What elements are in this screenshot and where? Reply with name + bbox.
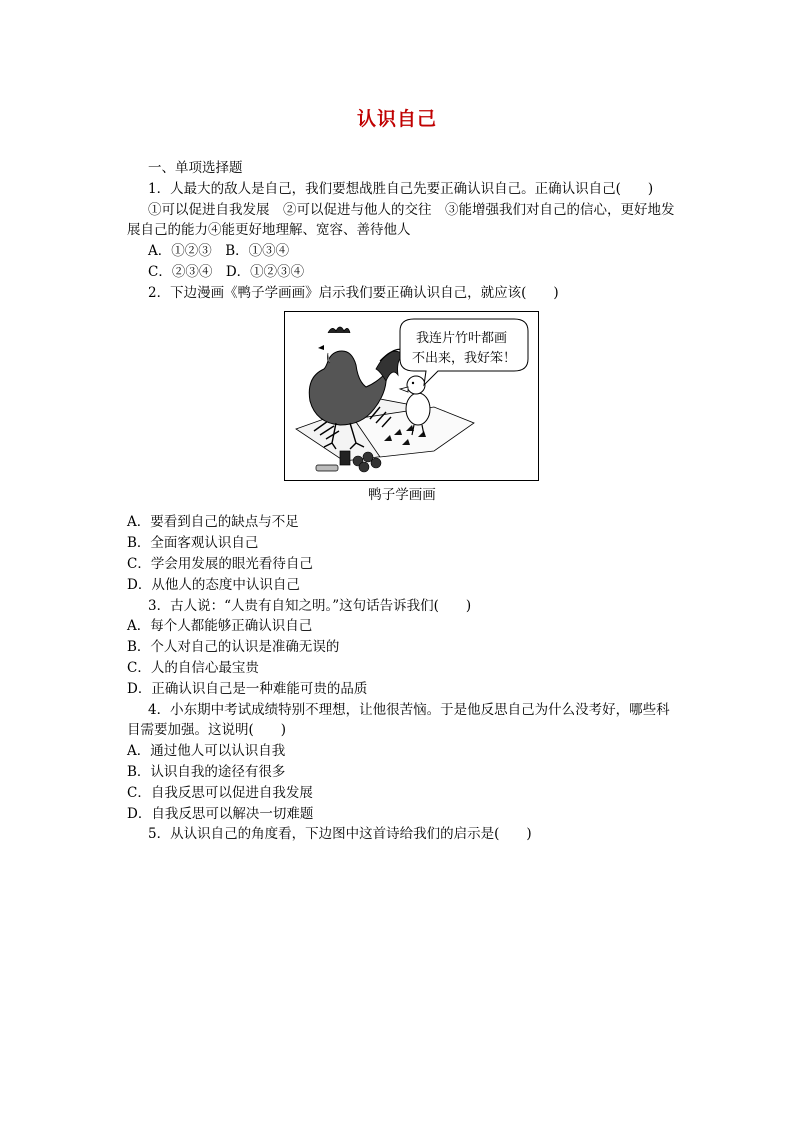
question-2-option-c: C．学会用发展的眼光看待自己 [127,555,313,572]
question-2-option-a: A．要看到自己的缺点与不足 [127,514,299,531]
question-1-options-cd: C．②③④ D．①②③④ [148,263,305,280]
question-3-option-d: D．正确认识自己是一种难能可贵的品质 [127,680,368,697]
question-4-option-d: D．自我反思可以解决一切难题 [127,805,314,822]
page-title: 认识自己 [356,108,437,130]
question-4-option-c: C．自我反思可以促进自我发展 [127,784,313,801]
section-heading: 一、单项选择题 [148,160,243,176]
question-3-stem: 3．古人说：“人贵有自知之明。”这句话告诉我们( ) [148,597,472,614]
question-2-option-d: D．从他人的态度中认识自己 [127,576,300,593]
question-5-stem: 5．从认识自己的角度看，下边图中这首诗给我们的启示是( ) [148,826,532,843]
figure-caption: 鸭子学画画 [368,486,436,503]
question-1-options-ab: A．①②③ B．①③④ [148,243,290,260]
speech-bubble-line-2: 不出来，我好笨！ [412,350,517,366]
question-4-option-a: A．通过他人可以认识自我 [127,743,286,760]
question-4-stem: 4．小东期中考试成绩特别不理想，让他很苦恼。于是他反思自己为什么没考好，哪些科目需要加强。这说明( ) [127,701,670,739]
question-1-statements: ①可以促进自我发展 ②可以促进与他人的交往 ③能增强我们对自己的信心，更好地发展自己的能力④能更好地理解、宽容、善待他人 [127,201,675,239]
speech-bubble-line-1: 我连片竹叶都画 [416,330,508,346]
question-2-option-b: B．全面客观认识自己 [127,535,259,552]
question-3-option-c: C．人的自信心最宝贵 [127,659,259,676]
duck-learns-painting-illustration [284,311,539,481]
question-3-option-a: A．每个人都能够正确认识自己 [127,618,313,635]
worksheet-body [127,158,677,845]
cartoon-figure [284,311,539,481]
question-4-option-b: B．认识自我的途径有很多 [127,763,286,780]
question-2-stem: 2．下边漫画《鸭子学画画》启示我们要正确认识自己，就应该( ) [148,284,559,301]
question-3-option-b: B．个人对自己的认识是准确无误的 [127,639,340,656]
question-1-stem: 1．人最大的敌人是自己，我们要想战胜自己先要正确认识自己。正确认识自己( ) [148,180,654,197]
